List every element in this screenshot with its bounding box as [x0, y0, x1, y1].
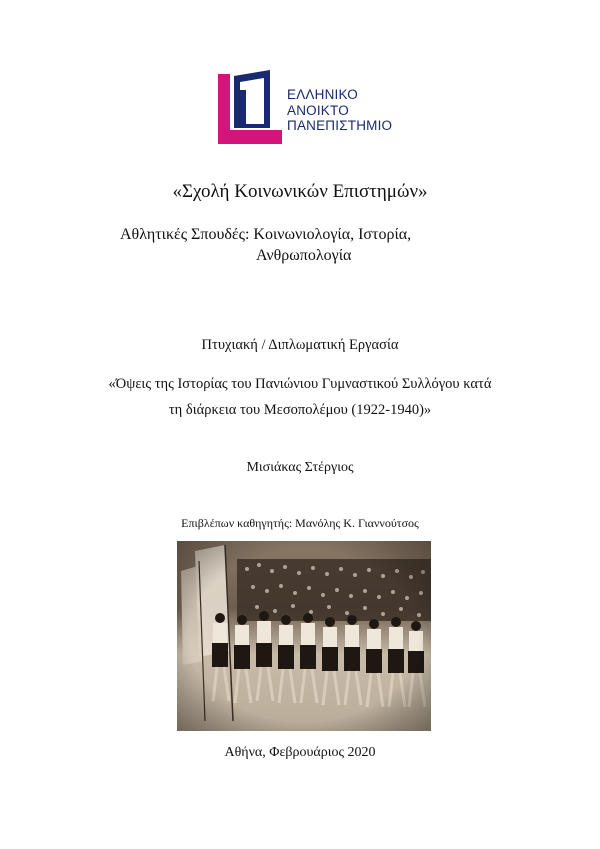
university-name-line-2: ΑΝΟΙΚΤΟ — [287, 102, 349, 118]
university-name-line-1: ΕΛΛΗΝΙΚΟ — [287, 87, 358, 102]
historical-photo — [177, 541, 431, 731]
thesis-title — [70, 371, 530, 423]
program-name — [120, 224, 500, 266]
thesis-title-line-2: τη διάρκεια του Μεσοπολέμου (1922-1940)» — [168, 402, 432, 418]
author-name: Μισιάκας Στέργιος — [246, 460, 354, 475]
thesis-type: Πτυχιακή / Διπλωματική Εργασία — [201, 337, 399, 353]
school-name: «Σχολή Κοινωνικών Επιστημών» — [172, 181, 428, 202]
program-name-line-1: Αθλητικές Σπουδές: Κοινωνιολογία, Ιστορία, — [120, 226, 412, 243]
program-name-line-2: Ανθρωπολογία — [256, 247, 352, 264]
university-name — [287, 87, 392, 134]
thesis-title-line-1: «Όψεις της Ιστορίας του Πανιώνιου Γυμναστικού Συλλόγου κατά — [108, 376, 492, 392]
university-logo — [218, 70, 393, 144]
city-and-date: Αθήνα, Φεβρουάριος 2020 — [224, 745, 376, 760]
university-name-line-3: ΠΑΝΕΠΙΣΤΗΜΙΟ — [287, 118, 393, 133]
supervisor: Επιβλέπων καθηγητής: Μανόλης Κ. Γιαννούτσος — [181, 516, 419, 530]
university-logo-mark — [218, 70, 282, 144]
